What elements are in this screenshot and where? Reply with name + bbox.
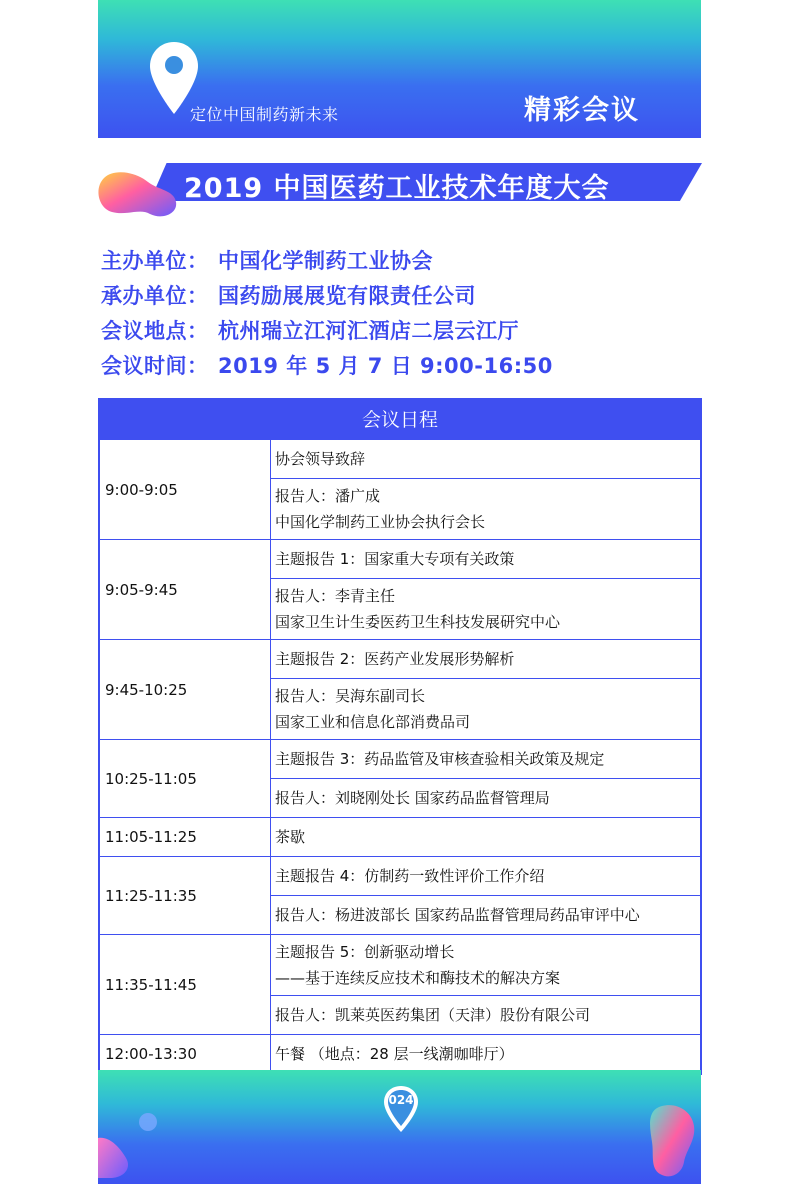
schedule-item: [271, 540, 702, 579]
schedule-item: [271, 996, 702, 1035]
schedule-time: 9:45-10:25: [99, 640, 271, 740]
schedule-item-line: 报告人：潘广成: [275, 487, 381, 505]
schedule-item-line: 主题报告 1：国家重大专项有关政策: [275, 550, 515, 568]
info-label: 承办单位：: [101, 284, 209, 308]
schedule-item: [271, 857, 702, 896]
schedule-time: 12:00-13:30: [99, 1035, 271, 1075]
schedule-item-line: 主题报告 2：医药产业发展形势解析: [275, 650, 515, 668]
schedule-item-line: 报告人：李青主任: [275, 587, 396, 605]
schedule-item: [271, 818, 702, 857]
info-value: 国药励展展览有限责任公司: [218, 284, 476, 308]
schedule-table: [98, 438, 702, 1075]
info-value: 2019 年 5 月 7 日 9:00-16:50: [218, 354, 553, 378]
table-row: [99, 540, 701, 579]
schedule-item: [271, 740, 702, 779]
table-row: [99, 439, 701, 479]
schedule-item-line: 报告人：凯莱英医药集团（天津）股份有限公司: [275, 1006, 591, 1024]
table-row: [99, 640, 701, 679]
schedule-item: [271, 779, 702, 818]
info-label: 会议地点：: [101, 319, 209, 343]
schedule-item-line: 午餐 （地点：28 层一线潮咖啡厅）: [275, 1045, 514, 1063]
schedule-time: 10:25-11:05: [99, 740, 271, 818]
schedule-time: 9:00-9:05: [99, 439, 271, 540]
page-number: 024: [388, 1093, 414, 1107]
schedule-time: 11:05-11:25: [99, 818, 271, 857]
info-row-venue: [101, 315, 553, 350]
conference-info: [101, 245, 553, 385]
schedule-item: [271, 579, 702, 640]
info-row-organizer: [101, 245, 553, 280]
header-slogan: 定位中国制药新未来: [190, 105, 339, 124]
schedule-heading: 会议日程: [98, 398, 702, 438]
schedule-item-line: 协会领导致辞: [275, 450, 366, 468]
schedule-item-line: 报告人：刘晓刚处长 国家药品监督管理局: [275, 789, 550, 807]
schedule-item: [271, 896, 702, 935]
schedule-time: 11:25-11:35: [99, 857, 271, 935]
decorative-blob-icon: [642, 1100, 704, 1180]
table-row: [99, 818, 701, 857]
decorative-blob-icon: [96, 168, 178, 222]
schedule-item: [271, 439, 702, 479]
info-label: 会议时间：: [101, 354, 209, 378]
info-value: 杭州瑞立江河汇酒店二层云江厅: [218, 319, 519, 343]
table-row: [99, 857, 701, 896]
info-label: 主办单位：: [101, 249, 209, 273]
schedule-item: [271, 679, 702, 740]
info-row-time: [101, 350, 553, 385]
table-row: [99, 740, 701, 779]
schedule-time: 11:35-11:45: [99, 935, 271, 1035]
table-row: [99, 935, 701, 996]
schedule-item-line: ——基于连续反应技术和酶技术的解决方案: [275, 969, 561, 987]
schedule-item-line: 国家工业和信息化部消费品司: [275, 713, 471, 731]
schedule-item-line: 茶歇: [275, 828, 306, 846]
section-tag: 精彩会议: [524, 95, 640, 126]
schedule-item-line: 主题报告 4：仿制药一致性评价工作介绍: [275, 867, 545, 885]
schedule-item-line: 报告人：杨进波部长 国家药品监督管理局药品审评中心: [275, 906, 640, 924]
conference-title: 2019 中国医药工业技术年度大会: [184, 173, 610, 204]
schedule-item-line: 中国化学制药工业协会执行会长: [275, 513, 486, 531]
table-row: [99, 1035, 701, 1075]
decorative-blob-icon: [96, 1108, 166, 1178]
schedule-time: 9:05-9:45: [99, 540, 271, 640]
schedule-item-line: 报告人：吴海东副司长: [275, 687, 426, 705]
info-value: 中国化学制药工业协会: [218, 249, 433, 273]
schedule-item: [271, 935, 702, 996]
page-pin-icon: [382, 1084, 420, 1134]
schedule-item: [271, 1035, 702, 1075]
info-row-undertaker: [101, 280, 553, 315]
schedule-item-line: 国家卫生计生委医药卫生科技发展研究中心: [275, 613, 561, 631]
schedule-item: [271, 640, 702, 679]
schedule-item-line: 主题报告 5：创新驱动增长: [275, 943, 455, 961]
schedule-item: [271, 479, 702, 540]
schedule-item-line: 主题报告 3：药品监管及审核查验相关政策及规定: [275, 750, 605, 768]
